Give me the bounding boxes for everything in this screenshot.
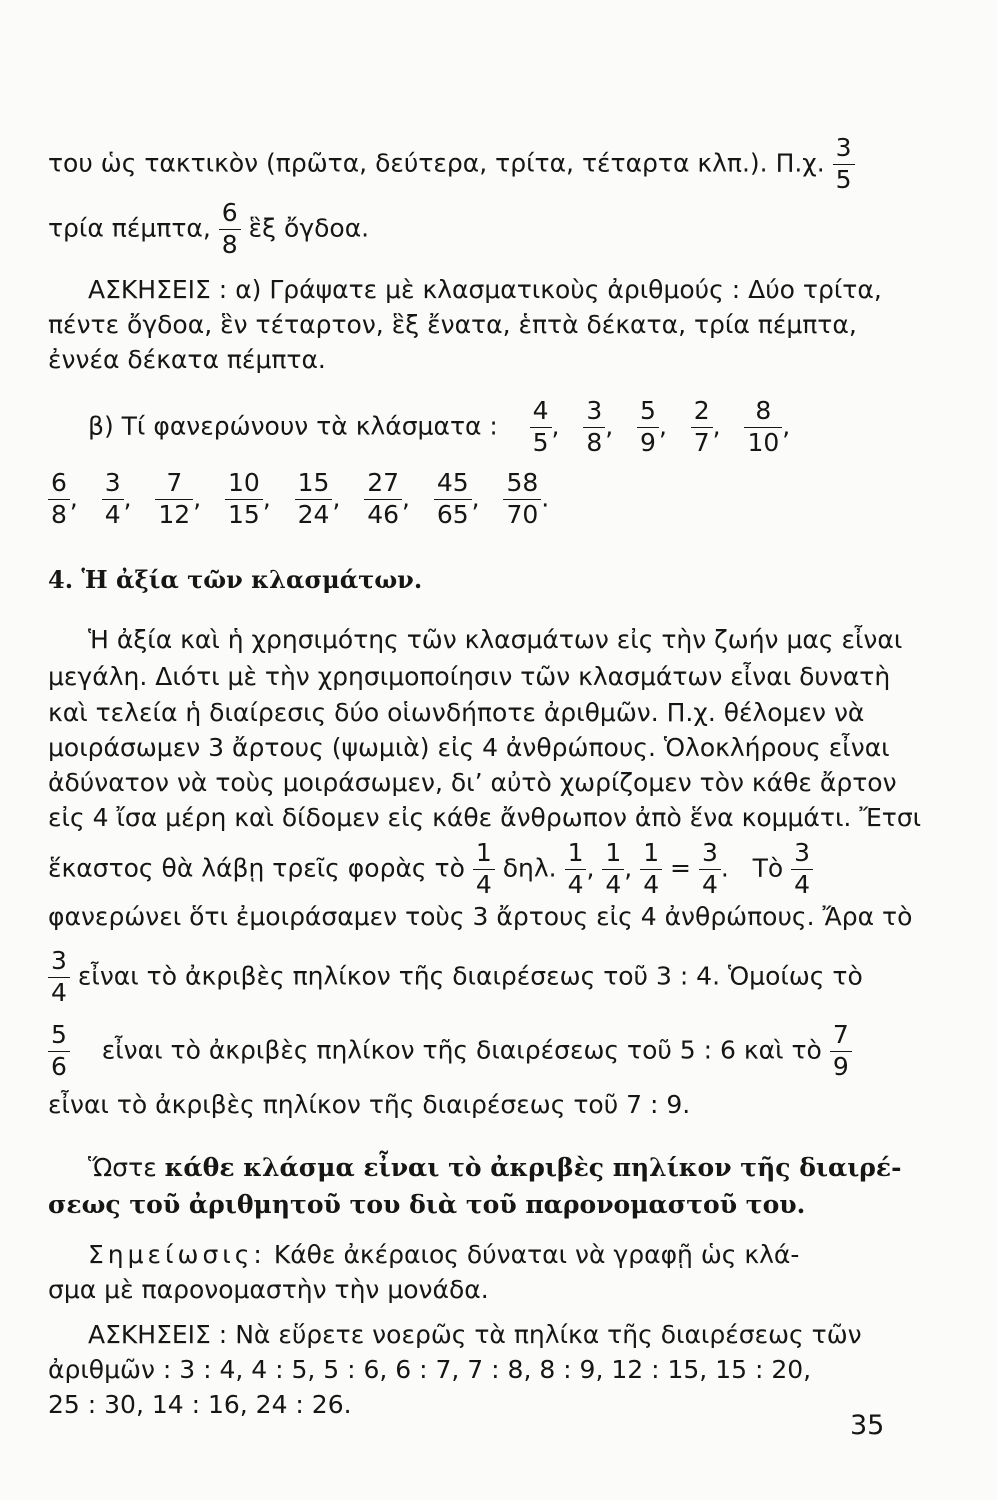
text: εἶναι τὸ ἀκριβὲς πηλίκον τῆς διαιρέσεως τοῦ 5 : 6 καὶ τὸ — [101, 1035, 822, 1065]
exercise-a-line-3: ἐννέα δέκατα πέμπτα. — [48, 345, 326, 374]
text: β) Τί φανερώνουν τὰ κλάσματα : — [88, 411, 498, 441]
fraction-3-4: $\frac{3}{4}$ — [699, 840, 721, 899]
para-line-1: Ἡ ἀξία καὶ ἡ χρησιμότης τῶν κλασμάτων εἰς τὴν ζωήν μας εἶναι — [88, 625, 903, 654]
para-line-8: φανερώνει ὅτι ἐμοιράσαμεν τοὺς 3 ἄρτους εἰς 4 ἀνθρώπους. Ἄρα τὸ — [48, 902, 913, 931]
text: Ὥστε — [88, 1153, 157, 1182]
fraction-3-4: $\frac{3}{4}$ — [48, 948, 70, 1007]
para-line-10 — [48, 1022, 852, 1081]
exercise-b-line-2: $\frac{6}{8}$ , $\frac{3}{4}$ , $\frac{7}{12}$ , $\frac{10}{15}$ , $\frac{15}{24}$ , $\frac{27}{46}$ , $\frac{45}{65}$ , $\frac{58}{70}$ . — [48, 470, 549, 529]
text: εἶναι τὸ ἀκριβὲς πηλίκον τῆς διαιρέσεως τοῦ 3 : 4. Ὁμοίως τὸ — [77, 961, 863, 991]
text: τρία πέμπτα, — [48, 213, 211, 243]
exercise-b-line-1: β) Τί φανερώνουν τὰ κλάσματα : $\frac{4}{5}$ , $\frac{3}{8}$ , $\frac{5}{9}$ , $\frac{2}{7}$ , $\frac{8}{10}$ , — [88, 396, 791, 458]
fraction: $\frac{45}{65}$ — [434, 470, 472, 529]
exercise-a-line-1 — [88, 275, 882, 305]
fraction-3-4: $\frac{3}{4}$ — [791, 840, 813, 899]
para-line-7: ἕκαστος θὰ λάβῃ τρεῖς φορὰς τὸ $\frac{1}{4}$ δηλ. $\frac{1}{4}$ , $\frac{1}{4}$ , $\frac{1}{4}$ = $\frac{3}{4}$ . Τὸ $\frac{3}{4}$ — [48, 840, 813, 899]
fraction: $\frac{7}{12}$ — [155, 470, 193, 529]
fraction: $\frac{15}{24}$ — [295, 470, 333, 529]
line-1 — [48, 135, 855, 194]
fraction: $\frac{27}{46}$ — [364, 470, 402, 529]
fraction-1-4: $\frac{1}{4}$ — [565, 840, 587, 899]
rule-line-1 — [88, 1153, 902, 1183]
para-line-4: μοιράσωμεν 3 ἄρτους (ψωμιὰ) εἰς 4 ἀνθρώπους. Ὁλοκλήρους εἶναι — [48, 733, 890, 762]
fraction-1-4: $\frac{1}{4}$ — [473, 840, 495, 899]
note-label: Σημείωσις: — [88, 1240, 266, 1269]
exercise-label: ΑΣΚΗΣΕΙΣ : — [88, 275, 228, 304]
fraction: $\frac{3}{4}$ — [102, 470, 124, 529]
text: Νὰ εὕρετε νοερῶς τὰ πηλίκα τῆς διαιρέσεως τῶν — [235, 1320, 862, 1349]
fraction: $\frac{10}{15}$ — [225, 470, 263, 529]
text: α) Γράψατε μὲ κλασματικοὺς ἀριθμούς : Δύο τρίτα, — [235, 275, 882, 304]
note-line-1 — [88, 1240, 799, 1270]
fraction: $\frac{58}{70}$ — [503, 470, 541, 529]
text: Κάθε ἀκέραιος δύναται νὰ γραφῇ ὡς κλά- — [273, 1240, 800, 1269]
fraction: $\frac{6}{8}$ — [48, 470, 70, 529]
text: δηλ. — [502, 853, 557, 883]
fraction-1-4: $\frac{1}{4}$ — [602, 840, 624, 899]
para-line-9 — [48, 948, 863, 1007]
page-number: 35 — [850, 1410, 885, 1441]
exercise-2-line-1 — [88, 1320, 862, 1350]
note-line-2: σμα μὲ παρονομαστὴν τὴν μονάδα. — [48, 1275, 489, 1304]
text: Τὸ — [752, 853, 784, 883]
fraction-5-6: $\frac{5}{6}$ — [48, 1022, 70, 1081]
para-line-6: εἰς 4 ἴσα μέρη καὶ δίδομεν εἰς κάθε ἄνθρωπον ἀπὸ ἕνα κομμάτι. Ἔτσι — [48, 803, 922, 832]
rule-line-2: σεως τοῦ ἀριθμητοῦ του διὰ τοῦ παρονομαστοῦ του. — [48, 1190, 806, 1219]
exercise-a-line-2: πέντε ὄγδοα, ἓν τέταρτον, ἓξ ἔνατα, ἑπτὰ δέκατα, τρία πέμπτα, — [48, 310, 857, 339]
line-2 — [48, 200, 369, 259]
fraction: $\frac{2}{7}$ — [691, 398, 713, 457]
text: του ὡς τακτικὸν (πρῶτα, δεύτερα, τρίτα, τέταρτα κλπ.). Π.χ. — [48, 148, 825, 178]
para-line-5: ἀδύνατον νὰ τοὺς μοιράσωμεν, δι’ αὐτὸ χωρίζομεν τὸν κάθε ἄρτον — [48, 768, 897, 797]
text: ἕκαστος θὰ λάβῃ τρεῖς φορὰς τὸ — [48, 853, 465, 883]
para-line-3: καὶ τελεία ἡ διαίρεσις δύο οἱωνδήποτε ἀριθμῶν. Π.χ. θέλομεν νὰ — [48, 698, 865, 727]
fraction-3-5: $\frac{3}{5}$ — [833, 135, 855, 194]
section-heading: 4. Ἡ ἀξία τῶν κλασμάτων. — [48, 565, 423, 594]
fraction-1-4: $\frac{1}{4}$ — [640, 840, 662, 899]
para-line-2: μεγάλη. Διότι μὲ τὴν χρησιμοποίησιν τῶν κλασμάτων εἶναι δυνατὴ — [48, 662, 891, 691]
fraction: $\frac{4}{5}$ — [530, 398, 552, 457]
exercise-label: ΑΣΚΗΣΕΙΣ : — [88, 1320, 228, 1349]
fraction-7-9: $\frac{7}{9}$ — [830, 1022, 852, 1081]
fraction: $\frac{8}{10}$ — [744, 398, 782, 457]
fraction-6-8: $\frac{6}{8}$ — [219, 200, 241, 259]
exercise-2-line-2: ἀριθμῶν : 3 : 4, 4 : 5, 5 : 6, 6 : 7, 7 : 8, 8 : 9, 12 : 15, 15 : 20, — [48, 1355, 812, 1384]
text: ἓξ ὄγδοα. — [248, 213, 370, 243]
exercise-2-line-3: 25 : 30, 14 : 16, 24 : 26. — [48, 1390, 352, 1419]
fraction: $\frac{5}{9}$ — [637, 398, 659, 457]
para-line-11: εἶναι τὸ ἀκριβὲς πηλίκον τῆς διαιρέσεως τοῦ 7 : 9. — [48, 1090, 691, 1119]
fraction: $\frac{3}{8}$ — [583, 398, 605, 457]
bold-text: κάθε κλάσμα εἶναι τὸ ἀκριβὲς πηλίκον τῆς διαιρέ- — [164, 1153, 902, 1182]
